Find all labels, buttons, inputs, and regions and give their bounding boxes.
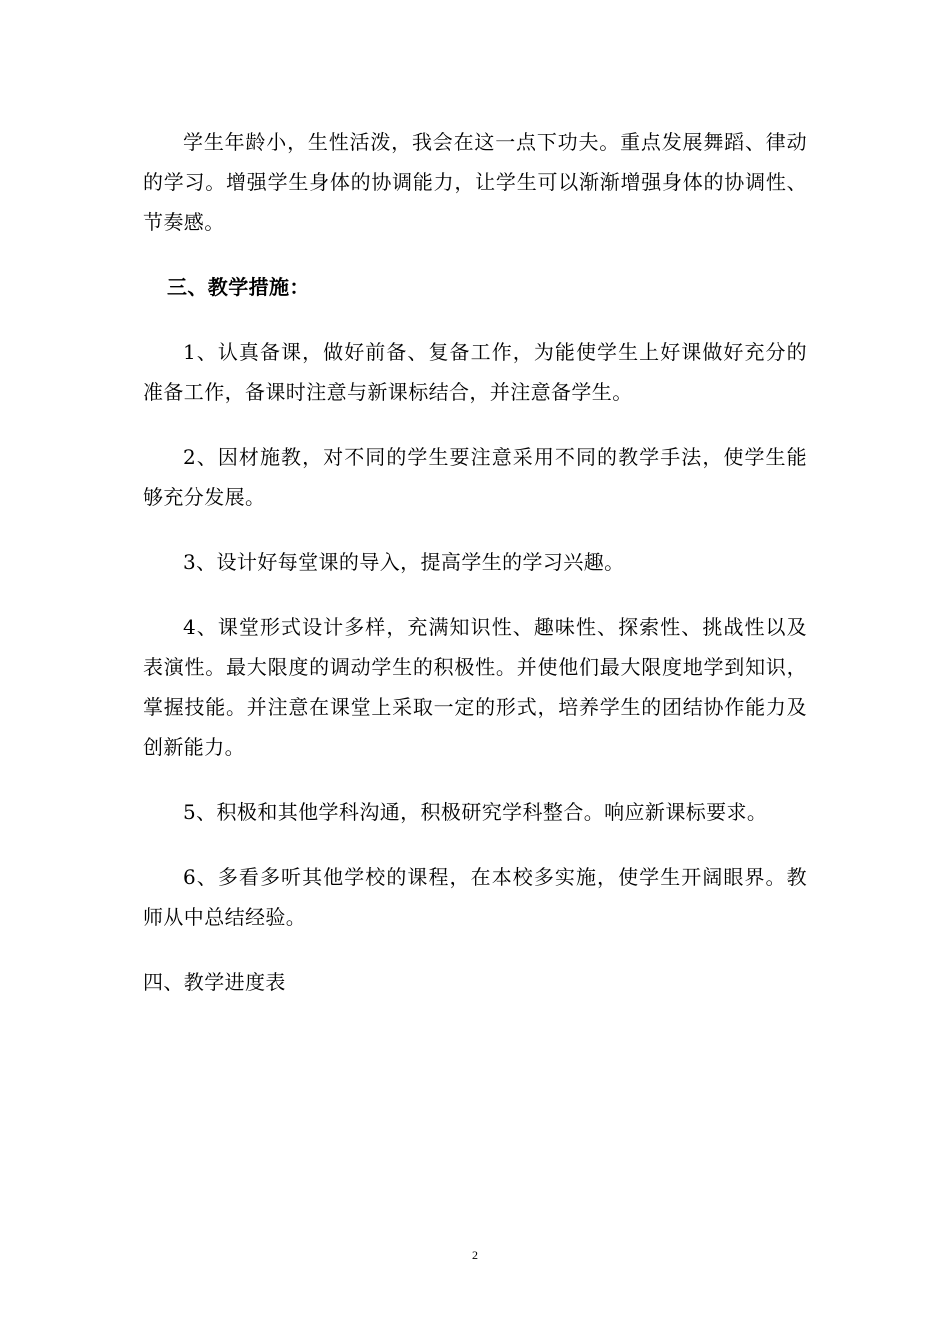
paragraph-measure-3: 3、设计好每堂课的导入，提高学生的学习兴趣。 xyxy=(183,550,625,574)
section-heading-teaching-measures: 三、教学措施： xyxy=(167,275,310,299)
page-number: 2 xyxy=(472,1248,478,1262)
paragraph-measure-1: 1、认真备课，做好前备、复备工作，为能使学生上好课做好充分的准备工作，备课时注意与新课标结合，并注意备学生。 xyxy=(143,340,807,404)
paragraph-measure-5: 5、积极和其他学科沟通，积极研究学科整合。响应新课标要求。 xyxy=(183,800,768,824)
paragraph-intro: 学生年龄小，生性活泼，我会在这一点下功夫。重点发展舞蹈、律动的学习。增强学生身体的协调能力，让学生可以渐渐增强身体的协调性、节奏感。 xyxy=(143,130,807,234)
section-heading-teaching-schedule: 四、教学进度表 xyxy=(143,970,286,994)
paragraph-measure-6: 6、多看多听其他学校的课程，在本校多实施，使学生开阔眼界。教师从中总结经验。 xyxy=(143,865,807,929)
paragraph-measure-4: 4、课堂形式设计多样，充满知识性、趣味性、探索性、挑战性以及表演性。最大限度的调动学生的积极性。并使他们最大限度地学到知识，掌握技能。并注意在课堂上采取一定的形式，培养学生的团结协作能力及创新能力。 xyxy=(143,615,807,759)
paragraph-measure-2: 2、因材施教，对不同的学生要注意采用不同的教学手法，使学生能够充分发展。 xyxy=(143,445,807,509)
document-body xyxy=(143,122,807,1002)
